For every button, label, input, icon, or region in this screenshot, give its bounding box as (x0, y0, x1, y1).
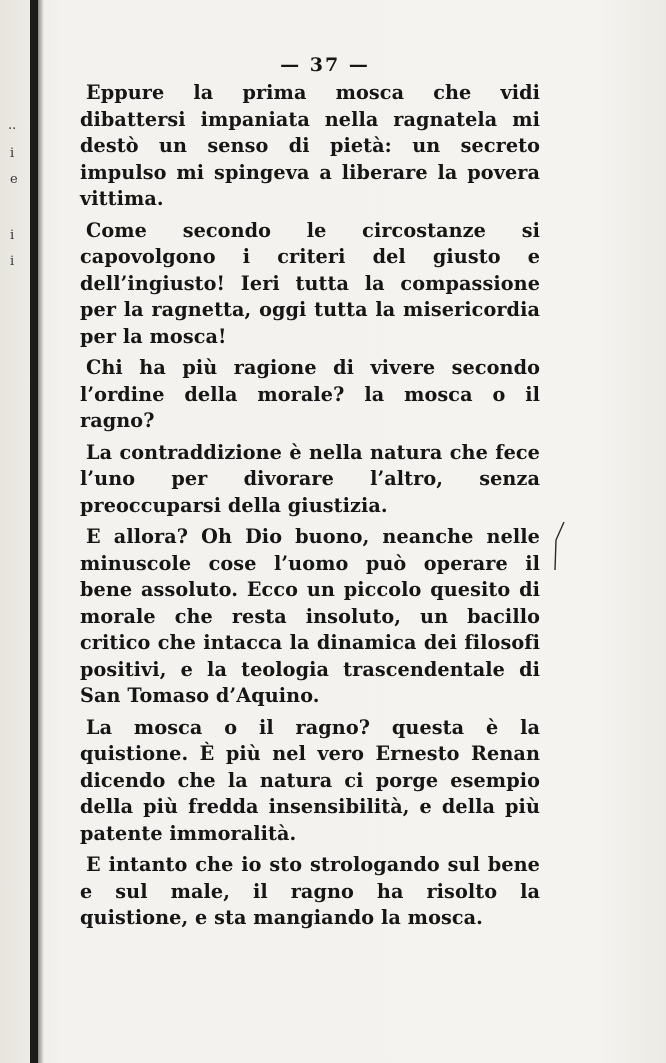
body-text (80, 80, 540, 937)
margin-speck: i (10, 254, 15, 269)
left-margin-bleed (0, 0, 28, 1063)
paragraph: Come secondo le circostanze si capovolgono i criteri del giusto e dell’ingiusto! Ieri tutta la compassione per la ragnetta, oggi tutta la misericordia per la mosca! (80, 218, 540, 348)
margin-speck: i (10, 146, 15, 161)
spine-shadow (38, 0, 44, 1063)
margin-speck: .. (8, 118, 17, 133)
paragraph: La contraddizione è nella natura che fece l’uno per divorare l’altro, senza preoccuparsi della giustizia. (80, 440, 540, 517)
book-spine (30, 0, 38, 1063)
margin-speck: e (10, 172, 18, 187)
paragraph: Eppure la prima mosca che vidi dibattersi impaniata nella ragnatela mi destò un senso di pietà: un secreto impulso mi spingeva a liberare la povera vittima. (80, 81, 540, 210)
paragraph: E allora? Oh Dio buono, neanche nelle minuscole cose l’uomo può operare il bene assoluto. Ecco un piccolo quesito di morale che resta insoluto, un bacillo critico che intacca la dinamica dei filosofi positivi, e la teologia trascendentale di San Tomaso d’Aquino. (80, 525, 540, 707)
page-number: — 37 — (280, 54, 370, 76)
margin-speck: i (10, 228, 15, 243)
paragraph: E intanto che io sto strologando sul bene e sul male, il ragno ha risolto la quistione, e sta mangiando la mosca. (80, 853, 540, 929)
paragraph: Chi ha più ragione di vivere secondo l’ordine della morale? la mosca o il ragno? (80, 356, 540, 432)
pencil-margin-mark (552, 520, 566, 572)
paragraph: La mosca o il ragno? questa è la quistione. È più nel vero Ernesto Renan dicendo che la natura ci porge esempio della più fredda insensibilità, e della più patente immoralità. (80, 715, 540, 845)
